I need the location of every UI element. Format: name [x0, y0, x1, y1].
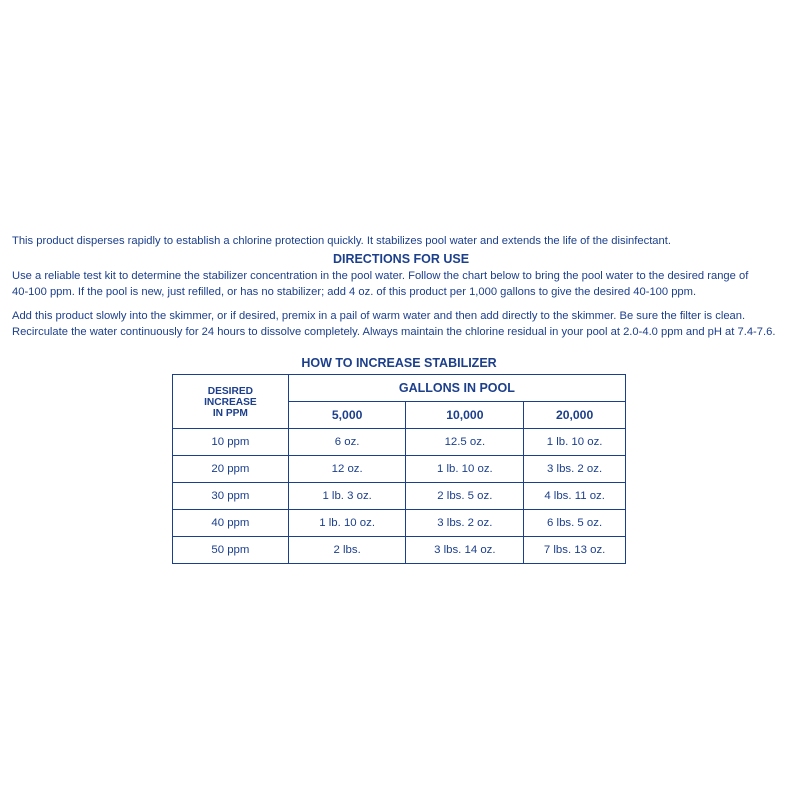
amount-cell: 3 lbs. 14 oz. [406, 537, 524, 564]
amount-cell: 7 lbs. 13 oz. [524, 537, 626, 564]
desired-increase-header-line-1: DESIRED [207, 386, 254, 397]
directions-paragraph-2-line-1: Add this product slowly into the skimmer, or if desired, premix in a pail of warm water and then add directly to the skimmer. Be sure the filter is clean. [12, 310, 746, 322]
directions-paragraph-1 [12, 268, 790, 300]
directions-heading: DIRECTIONS FOR USE [332, 252, 470, 266]
directions-paragraph-2 [12, 308, 790, 340]
amount-cell: 1 lb. 10 oz. [288, 510, 406, 537]
table-row [173, 429, 626, 456]
amount-cell: 3 lbs. 2 oz. [406, 510, 524, 537]
amount-cell: 6 oz. [288, 429, 406, 456]
table-row [173, 510, 626, 537]
desired-increase-header-line-3: IN PPM [212, 408, 248, 419]
intro-text: This product disperses rapidly to establish a chlorine protection quickly. It stabilizes pool water and extends the life of the disinfectant. [12, 235, 671, 247]
label-document [12, 234, 790, 340]
ppm-cell: 40 ppm [173, 510, 289, 537]
amount-cell: 3 lbs. 2 oz. [524, 456, 626, 483]
ppm-cell: 50 ppm [173, 537, 289, 564]
amount-cell: 4 lbs. 11 oz. [524, 483, 626, 510]
table-row [173, 483, 626, 510]
table-title: HOW TO INCREASE STABILIZER [301, 356, 497, 370]
ppm-cell: 20 ppm [173, 456, 289, 483]
amount-cell: 1 lb. 10 oz. [406, 456, 524, 483]
stabilizer-table [172, 374, 626, 564]
table-row [173, 537, 626, 564]
gallons-in-pool-header: GALLONS IN POOL [288, 375, 625, 402]
amount-cell: 2 lbs. 5 oz. [406, 483, 524, 510]
table-row [173, 456, 626, 483]
desired-increase-header [173, 375, 289, 429]
desired-increase-header-line-2: INCREASE [204, 397, 257, 408]
amount-cell: 1 lb. 10 oz. [524, 429, 626, 456]
column-header-20000: 20,000 [524, 402, 626, 429]
amount-cell: 6 lbs. 5 oz. [524, 510, 626, 537]
column-header-10000: 10,000 [406, 402, 524, 429]
ppm-cell: 30 ppm [173, 483, 289, 510]
directions-paragraph-1-line-1: Use a reliable test kit to determine the stabilizer concentration in the pool water. Follow the chart below to bring the pool water to the desired range of [12, 270, 749, 282]
amount-cell: 1 lb. 3 oz. [288, 483, 406, 510]
directions-paragraph-1-line-2: 40-100 ppm. If the pool is new, just refilled, or has no stabilizer; add 4 oz. of this product per 1,000 gallons to give the desired 40-100 ppm. [12, 286, 697, 298]
amount-cell: 12 oz. [288, 456, 406, 483]
amount-cell: 2 lbs. [288, 537, 406, 564]
directions-paragraph-2-line-2: Recirculate the water continuously for 24 hours to dissolve completely. Always maintain the chlorine residual in your pool at 2.0-4.0 ppm and pH at 7.4-7.6. [12, 326, 776, 338]
ppm-cell: 10 ppm [173, 429, 289, 456]
amount-cell: 12.5 oz. [406, 429, 524, 456]
column-header-5000: 5,000 [288, 402, 406, 429]
